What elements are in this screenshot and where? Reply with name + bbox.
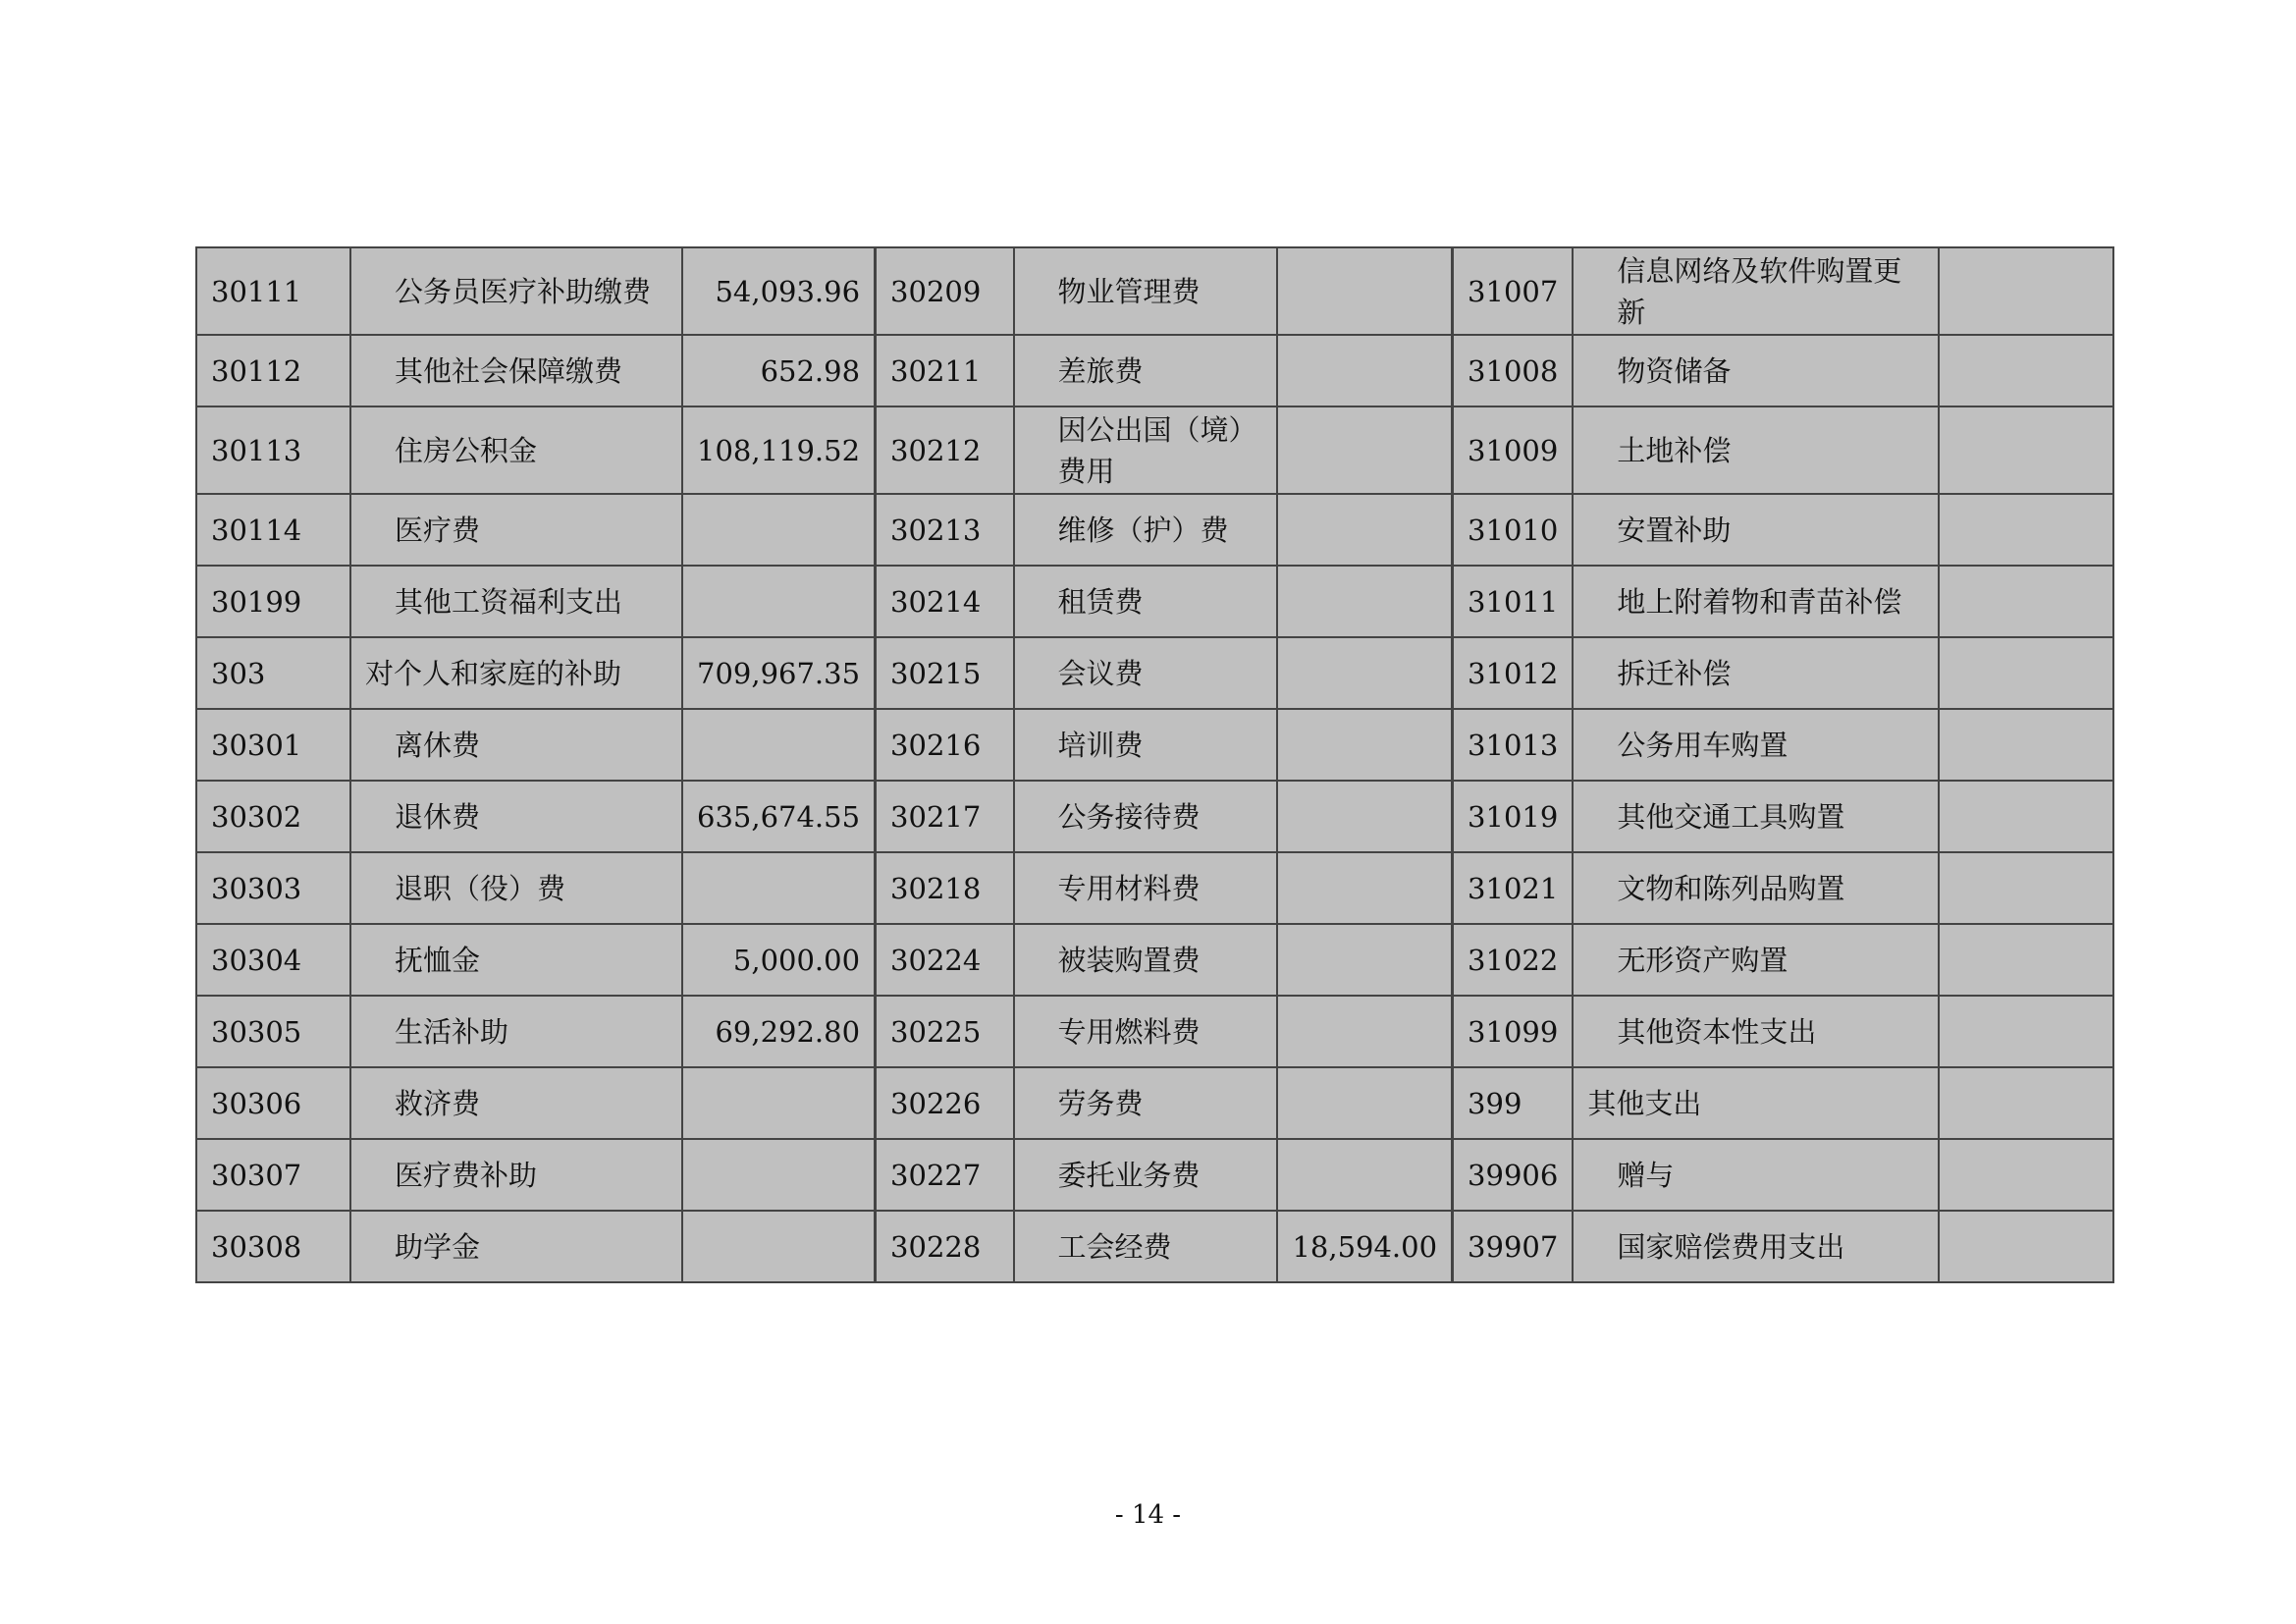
- item-code: 31007: [1453, 247, 1574, 335]
- table-row: [196, 335, 2113, 406]
- table-row: [196, 566, 2113, 637]
- item-code: 31011: [1453, 566, 1574, 637]
- item-code: 30301: [196, 709, 350, 781]
- item-amount: [1277, 406, 1453, 494]
- item-code: 30228: [876, 1211, 1014, 1282]
- item-name: 赠与: [1573, 1139, 1939, 1211]
- item-amount: 54,093.96: [682, 247, 876, 335]
- item-code: 30306: [196, 1067, 350, 1139]
- item-name: 医疗费补助: [350, 1139, 682, 1211]
- item-name: 退休费: [350, 781, 682, 852]
- item-name: 被装购置费: [1014, 924, 1277, 996]
- item-code: 31012: [1453, 637, 1574, 709]
- item-code: 30111: [196, 247, 350, 335]
- table-row: [196, 1139, 2113, 1211]
- item-name: 因公出国（境）费用: [1014, 406, 1277, 494]
- item-name: 专用燃料费: [1014, 996, 1277, 1067]
- item-code: 31013: [1453, 709, 1574, 781]
- table-row: [196, 996, 2113, 1067]
- item-amount: 709,967.35: [682, 637, 876, 709]
- item-name: 无形资产购置: [1573, 924, 1939, 996]
- item-code: 31019: [1453, 781, 1574, 852]
- table-row: [196, 781, 2113, 852]
- table-row: [196, 637, 2113, 709]
- item-amount: [682, 709, 876, 781]
- item-name: 委托业务费: [1014, 1139, 1277, 1211]
- item-code: 30226: [876, 1067, 1014, 1139]
- item-name: 对个人和家庭的补助: [350, 637, 682, 709]
- item-amount: 108,119.52: [682, 406, 876, 494]
- item-code: 30209: [876, 247, 1014, 335]
- item-code: 30304: [196, 924, 350, 996]
- item-code: 31099: [1453, 996, 1574, 1067]
- item-name: 其他工资福利支出: [350, 566, 682, 637]
- item-amount: [682, 1139, 876, 1211]
- item-amount: [1277, 709, 1453, 781]
- item-amount: [682, 1211, 876, 1282]
- item-amount: 5,000.00: [682, 924, 876, 996]
- item-amount: [1277, 996, 1453, 1067]
- item-amount: [1939, 335, 2113, 406]
- item-name: 救济费: [350, 1067, 682, 1139]
- item-amount: [1939, 1139, 2113, 1211]
- item-amount: [1939, 247, 2113, 335]
- item-name: 退职（役）费: [350, 852, 682, 924]
- item-amount: [1277, 494, 1453, 566]
- item-amount: [1939, 494, 2113, 566]
- item-amount: [682, 852, 876, 924]
- table-row: [196, 1067, 2113, 1139]
- item-name: 信息网络及软件购置更新: [1573, 247, 1939, 335]
- item-name: 其他资本性支出: [1573, 996, 1939, 1067]
- item-code: 30199: [196, 566, 350, 637]
- table-row: [196, 247, 2113, 335]
- item-code: 30213: [876, 494, 1014, 566]
- item-name: 劳务费: [1014, 1067, 1277, 1139]
- item-name: 物资储备: [1573, 335, 1939, 406]
- item-name: 物业管理费: [1014, 247, 1277, 335]
- item-amount: [1277, 335, 1453, 406]
- item-code: 30224: [876, 924, 1014, 996]
- item-code: 31022: [1453, 924, 1574, 996]
- item-name: 文物和陈列品购置: [1573, 852, 1939, 924]
- item-amount: [1277, 566, 1453, 637]
- item-amount: 69,292.80: [682, 996, 876, 1067]
- table-row: [196, 494, 2113, 566]
- item-name: 土地补偿: [1573, 406, 1939, 494]
- item-amount: [1939, 637, 2113, 709]
- item-code: 30305: [196, 996, 350, 1067]
- table-row: [196, 709, 2113, 781]
- item-name: 国家赔偿费用支出: [1573, 1211, 1939, 1282]
- item-code: 303: [196, 637, 350, 709]
- item-code: 30211: [876, 335, 1014, 406]
- item-name: 公务用车购置: [1573, 709, 1939, 781]
- item-amount: [1277, 781, 1453, 852]
- item-code: 30308: [196, 1211, 350, 1282]
- item-name: 差旅费: [1014, 335, 1277, 406]
- item-name: 助学金: [350, 1211, 682, 1282]
- item-name: 公务接待费: [1014, 781, 1277, 852]
- item-code: 39906: [1453, 1139, 1574, 1211]
- item-name: 生活补助: [350, 996, 682, 1067]
- page-number: - 14 -: [1114, 1500, 1182, 1530]
- item-code: 30218: [876, 852, 1014, 924]
- item-amount: [1939, 996, 2113, 1067]
- item-amount: [1277, 924, 1453, 996]
- item-amount: 18,594.00: [1277, 1211, 1453, 1282]
- item-amount: [1939, 924, 2113, 996]
- item-name: 培训费: [1014, 709, 1277, 781]
- item-amount: [1939, 709, 2113, 781]
- item-code: 30112: [196, 335, 350, 406]
- item-amount: [682, 494, 876, 566]
- item-amount: [1277, 637, 1453, 709]
- item-name: 租赁费: [1014, 566, 1277, 637]
- item-name: 医疗费: [350, 494, 682, 566]
- item-code: 31008: [1453, 335, 1574, 406]
- item-code: 30303: [196, 852, 350, 924]
- item-amount: [1939, 1211, 2113, 1282]
- item-code: 30215: [876, 637, 1014, 709]
- item-amount: [682, 566, 876, 637]
- item-code: 30114: [196, 494, 350, 566]
- item-name: 专用材料费: [1014, 852, 1277, 924]
- item-amount: [1939, 406, 2113, 494]
- item-amount: [1277, 1067, 1453, 1139]
- item-amount: [682, 1067, 876, 1139]
- item-code: 31009: [1453, 406, 1574, 494]
- item-name: 安置补助: [1573, 494, 1939, 566]
- item-name: 其他支出: [1573, 1067, 1939, 1139]
- item-amount: [1277, 852, 1453, 924]
- item-amount: [1939, 566, 2113, 637]
- item-amount: 652.98: [682, 335, 876, 406]
- item-amount: [1277, 1139, 1453, 1211]
- item-amount: [1939, 852, 2113, 924]
- table-row: [196, 1211, 2113, 1282]
- item-code: 30307: [196, 1139, 350, 1211]
- item-code: 31021: [1453, 852, 1574, 924]
- item-code: 31010: [1453, 494, 1574, 566]
- item-code: 30113: [196, 406, 350, 494]
- item-name: 地上附着物和青苗补偿: [1573, 566, 1939, 637]
- item-code: 30302: [196, 781, 350, 852]
- item-name: 公务员医疗补助缴费: [350, 247, 682, 335]
- item-amount: 635,674.55: [682, 781, 876, 852]
- item-amount: [1277, 247, 1453, 335]
- item-code: 399: [1453, 1067, 1574, 1139]
- item-code: 30212: [876, 406, 1014, 494]
- item-code: 30217: [876, 781, 1014, 852]
- expense-table: [195, 246, 2114, 1283]
- item-name: 拆迁补偿: [1573, 637, 1939, 709]
- item-name: 会议费: [1014, 637, 1277, 709]
- item-code: 30227: [876, 1139, 1014, 1211]
- table-row: [196, 852, 2113, 924]
- item-amount: [1939, 781, 2113, 852]
- item-name: 工会经费: [1014, 1211, 1277, 1282]
- item-code: 30225: [876, 996, 1014, 1067]
- table-row: [196, 406, 2113, 494]
- item-name: 抚恤金: [350, 924, 682, 996]
- item-name: 其他社会保障缴费: [350, 335, 682, 406]
- item-name: 离休费: [350, 709, 682, 781]
- item-name: 住房公积金: [350, 406, 682, 494]
- item-code: 39907: [1453, 1211, 1574, 1282]
- item-name: 维修（护）费: [1014, 494, 1277, 566]
- item-code: 30214: [876, 566, 1014, 637]
- table-row: [196, 924, 2113, 996]
- item-code: 30216: [876, 709, 1014, 781]
- item-amount: [1939, 1067, 2113, 1139]
- item-name: 其他交通工具购置: [1573, 781, 1939, 852]
